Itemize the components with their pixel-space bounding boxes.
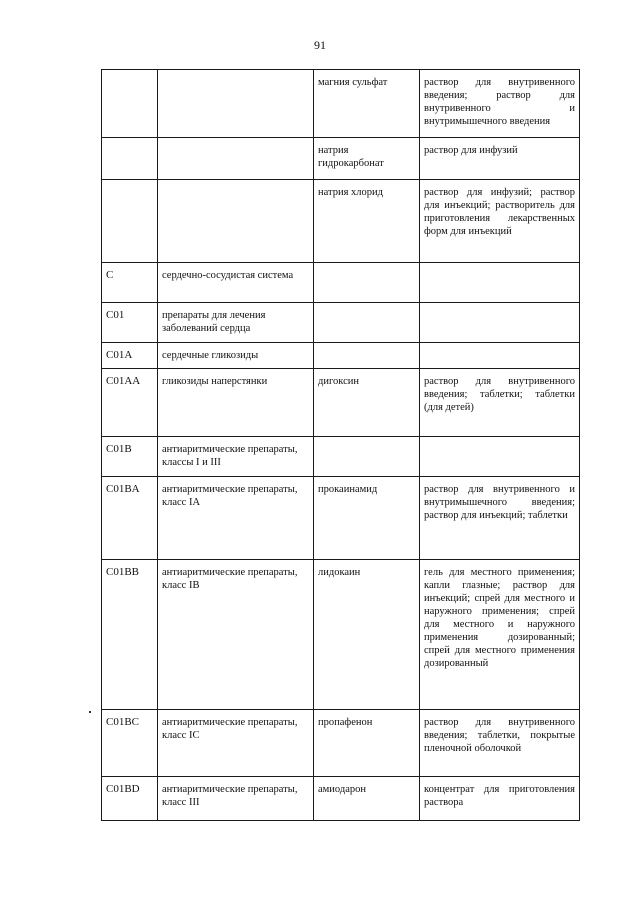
group-name-cell: препараты для лечения заболеваний сердца bbox=[158, 303, 314, 343]
drug-name-cell: магния сульфат bbox=[314, 70, 420, 138]
page-number: 91 bbox=[314, 38, 326, 52]
drug-classification-table bbox=[101, 69, 580, 821]
drug-name-cell bbox=[314, 303, 420, 343]
table-row bbox=[102, 477, 580, 560]
drug-name-cell: амиодарон bbox=[314, 777, 420, 821]
atc-code-cell: C bbox=[102, 263, 158, 303]
drug-name-cell bbox=[314, 437, 420, 477]
group-name-cell bbox=[158, 180, 314, 263]
table-row bbox=[102, 343, 580, 369]
atc-code-cell bbox=[102, 138, 158, 180]
atc-code-cell bbox=[102, 180, 158, 263]
drug-name-cell: натрия гидрокарбонат bbox=[314, 138, 420, 180]
drug-name-cell: дигоксин bbox=[314, 369, 420, 437]
group-name-cell: антиаритмические препараты, класс IB bbox=[158, 560, 314, 710]
table-row bbox=[102, 180, 580, 263]
table-row bbox=[102, 303, 580, 343]
group-name-cell: гликозиды наперстянки bbox=[158, 369, 314, 437]
dosage-forms-cell: раствор для инфузий; раствор для инъекций; растворитель для приготовления лекарственных форм для инъекций bbox=[420, 180, 580, 263]
group-name-cell bbox=[158, 138, 314, 180]
drug-name-cell: натрия хлорид bbox=[314, 180, 420, 263]
dosage-forms-cell: концентрат для приготовления раствора bbox=[420, 777, 580, 821]
table-row bbox=[102, 777, 580, 821]
atc-code-cell: C01BC bbox=[102, 710, 158, 777]
group-name-cell: антиаритмические препараты, класс III bbox=[158, 777, 314, 821]
dosage-forms-cell bbox=[420, 263, 580, 303]
drug-name-cell bbox=[314, 263, 420, 303]
atc-code-cell: C01AA bbox=[102, 369, 158, 437]
drug-name-cell: лидокаин bbox=[314, 560, 420, 710]
dosage-forms-cell: гель для местного применения; капли глазные; раствор для инъекций; спрей для местного и наружного применения; спрей для местного и наружного применения дозированный; спрей для местного применения дозированный bbox=[420, 560, 580, 710]
group-name-cell: сердечные гликозиды bbox=[158, 343, 314, 369]
dosage-forms-cell bbox=[420, 343, 580, 369]
atc-code-cell: C01B bbox=[102, 437, 158, 477]
group-name-cell: антиаритмические препараты, класс IC bbox=[158, 710, 314, 777]
table-row bbox=[102, 710, 580, 777]
table-row bbox=[102, 138, 580, 180]
table-row bbox=[102, 70, 580, 138]
group-name-cell bbox=[158, 70, 314, 138]
dosage-forms-cell: раствор для внутривенного введения; таблетки; таблетки (для детей) bbox=[420, 369, 580, 437]
dosage-forms-cell: раствор для внутривенного и внутримышечного введения; раствор для инъекций; таблетки bbox=[420, 477, 580, 560]
drug-name-cell bbox=[314, 343, 420, 369]
atc-code-cell: C01A bbox=[102, 343, 158, 369]
atc-code-cell: C01 bbox=[102, 303, 158, 343]
table-row bbox=[102, 263, 580, 303]
table-row bbox=[102, 369, 580, 437]
group-name-cell: антиаритмические препараты, классы I и III bbox=[158, 437, 314, 477]
atc-code-cell: C01BA bbox=[102, 477, 158, 560]
drug-name-cell: прокаинамид bbox=[314, 477, 420, 560]
scan-speck bbox=[89, 711, 91, 713]
atc-code-cell: C01BD bbox=[102, 777, 158, 821]
drug-name-cell: пропафенон bbox=[314, 710, 420, 777]
table-row bbox=[102, 560, 580, 710]
dosage-forms-cell: раствор для внутривенного введения; раствор для внутривенного и внутримышечного введения bbox=[420, 70, 580, 138]
dosage-forms-cell: раствор для внутривенного введения; таблетки, покрытые пленочной оболочкой bbox=[420, 710, 580, 777]
group-name-cell: сердечно-сосудистая система bbox=[158, 263, 314, 303]
group-name-cell: антиаритмические препараты, класс IA bbox=[158, 477, 314, 560]
atc-code-cell: C01BB bbox=[102, 560, 158, 710]
atc-code-cell bbox=[102, 70, 158, 138]
dosage-forms-cell bbox=[420, 303, 580, 343]
dosage-forms-cell: раствор для инфузий bbox=[420, 138, 580, 180]
table-row bbox=[102, 437, 580, 477]
dosage-forms-cell bbox=[420, 437, 580, 477]
